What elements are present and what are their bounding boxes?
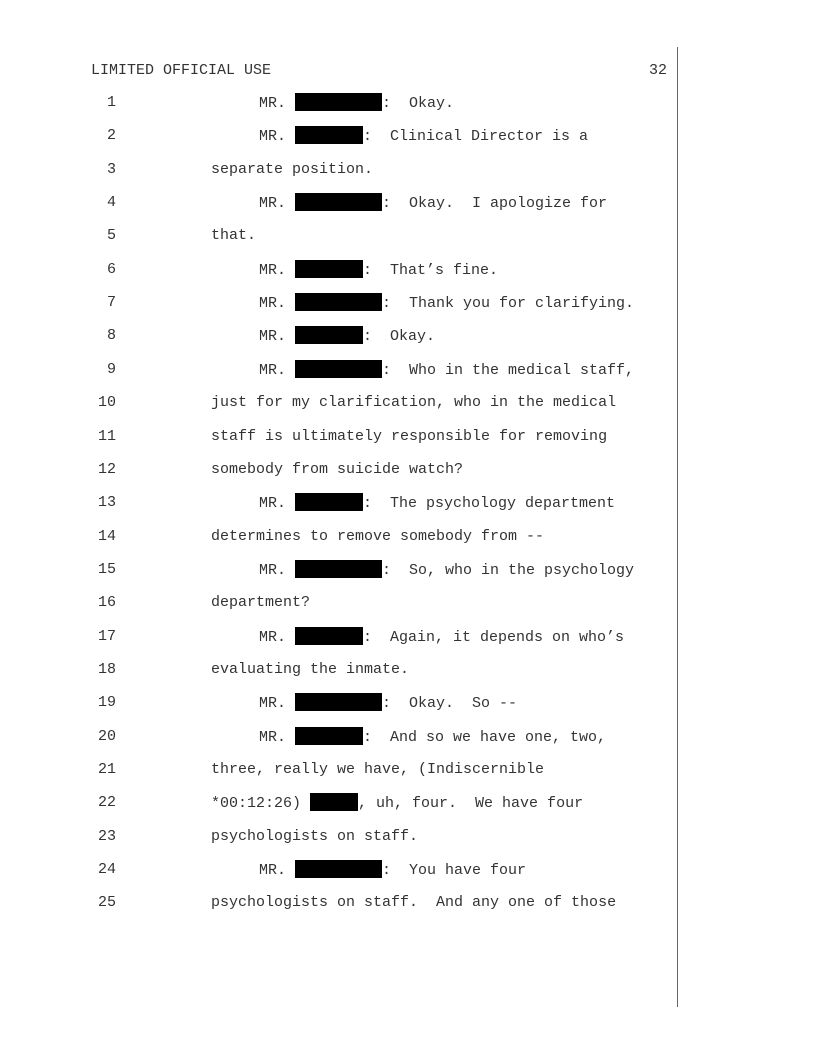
line-text — [211, 160, 373, 180]
line-text — [259, 93, 454, 114]
line-text-segment: : Okay. — [363, 328, 436, 345]
redaction-block — [295, 126, 363, 144]
redaction-block — [295, 693, 382, 711]
line-number: 10 — [98, 394, 117, 411]
line-number: 5 — [106, 227, 116, 244]
redaction-block — [295, 326, 363, 344]
line-text-segment: MR. — [259, 262, 296, 279]
line-text — [259, 860, 526, 881]
line-text-segment: , uh, four. We have four — [358, 795, 584, 812]
line-text — [211, 460, 463, 480]
line-text-segment: : Who in the medical staff, — [382, 362, 635, 379]
line-text-segment: MR. — [259, 695, 296, 712]
redaction-block — [310, 793, 358, 811]
line-number: 3 — [106, 161, 116, 178]
line-text-segment: MR. — [259, 862, 296, 879]
line-text — [259, 193, 607, 214]
line-text-segment: psychologists on staff. — [211, 828, 419, 845]
line-text — [211, 760, 544, 780]
line-text-segment: *00:12:26) — [211, 795, 311, 812]
line-text-segment: MR. — [259, 128, 296, 145]
line-text-segment: : Okay. So -- — [382, 695, 518, 712]
line-number: 12 — [98, 461, 117, 478]
line-text-segment: just for my clarification, who in the medical — [211, 394, 617, 411]
redaction-block — [295, 727, 363, 745]
line-number: 20 — [98, 728, 117, 745]
line-number: 19 — [98, 694, 117, 711]
line-text-segment: : And so we have one, two, — [363, 729, 607, 746]
line-text-segment: MR. — [259, 562, 296, 579]
redaction-block — [295, 860, 382, 878]
line-text — [259, 693, 517, 714]
line-text-segment: MR. — [259, 328, 296, 345]
line-number: 21 — [98, 761, 117, 778]
redaction-block — [295, 360, 382, 378]
line-number: 6 — [106, 261, 116, 278]
line-text — [259, 126, 588, 147]
line-text-segment: : Okay. — [382, 95, 455, 112]
line-text-segment: department? — [211, 594, 311, 611]
line-text-segment: : Clinical Director is a — [363, 128, 589, 145]
line-number: 15 — [98, 561, 117, 578]
redaction-block — [295, 193, 382, 211]
line-text — [211, 660, 409, 680]
classification-header: LIMITED OFFICIAL USE — [91, 62, 272, 79]
line-number: 14 — [98, 528, 117, 545]
line-text-segment: : That’s fine. — [363, 262, 499, 279]
line-text-segment: MR. — [259, 95, 296, 112]
line-text-segment: psychologists on staff. And any one of those — [211, 894, 617, 911]
line-number: 23 — [98, 828, 117, 845]
line-text — [259, 627, 624, 648]
line-text-segment: that. — [211, 227, 257, 244]
line-number: 16 — [98, 594, 117, 611]
line-text — [259, 560, 634, 581]
line-text-segment: somebody from suicide watch? — [211, 461, 464, 478]
line-text-segment: : The psychology department — [363, 495, 616, 512]
line-number: 18 — [98, 661, 117, 678]
line-number: 11 — [98, 428, 117, 445]
line-number: 4 — [106, 194, 116, 211]
redaction-block — [295, 493, 363, 511]
line-text-segment: : So, who in the psychology — [382, 562, 635, 579]
redaction-block — [295, 560, 382, 578]
line-number: 2 — [106, 127, 116, 144]
line-text — [211, 527, 544, 547]
line-text — [211, 793, 583, 814]
line-text-segment: MR. — [259, 362, 296, 379]
line-text — [259, 260, 498, 281]
line-number: 9 — [106, 361, 116, 378]
redaction-block — [295, 627, 363, 645]
line-number: 8 — [106, 327, 116, 344]
line-text — [259, 727, 606, 748]
line-text-segment: MR. — [259, 495, 296, 512]
line-text — [259, 493, 615, 514]
line-text — [211, 593, 310, 613]
line-text-segment: MR. — [259, 629, 296, 646]
line-number: 22 — [98, 794, 117, 811]
line-text — [211, 427, 607, 447]
line-number: 7 — [106, 294, 116, 311]
right-margin-rule — [677, 47, 678, 1007]
line-text-segment: : Okay. I apologize for — [382, 195, 608, 212]
line-number: 24 — [98, 861, 117, 878]
line-text — [259, 326, 435, 347]
redaction-block — [295, 293, 382, 311]
line-text — [259, 293, 634, 314]
line-text-segment: determines to remove somebody from -- — [211, 528, 545, 545]
line-text-segment: : Thank you for clarifying. — [382, 295, 635, 312]
line-number: 25 — [98, 894, 117, 911]
line-text-segment: MR. — [259, 729, 296, 746]
line-text — [259, 360, 634, 381]
page-number: 32 — [648, 62, 667, 79]
line-number: 1 — [106, 94, 116, 111]
line-text — [211, 393, 616, 413]
line-number: 13 — [98, 494, 117, 511]
line-text-segment: separate position. — [211, 161, 374, 178]
line-text-segment: : You have four — [382, 862, 527, 879]
line-text — [211, 827, 418, 847]
line-text-segment: three, really we have, (Indiscernible — [211, 761, 545, 778]
line-text-segment: MR. — [259, 295, 296, 312]
line-text-segment: : Again, it depends on who’s — [363, 629, 625, 646]
line-text-segment: MR. — [259, 195, 296, 212]
line-text-segment: staff is ultimately responsible for removing — [211, 428, 608, 445]
line-number: 17 — [98, 628, 117, 645]
line-text — [211, 893, 616, 913]
line-text — [211, 226, 256, 246]
redaction-block — [295, 260, 363, 278]
redaction-block — [295, 93, 382, 111]
line-text-segment: evaluating the inmate. — [211, 661, 410, 678]
